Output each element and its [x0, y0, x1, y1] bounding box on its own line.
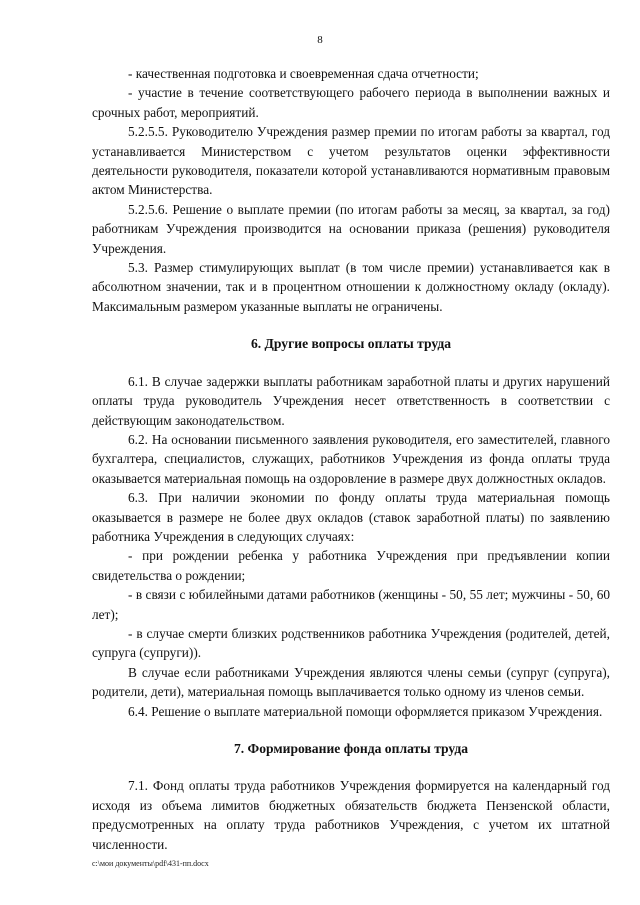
section-heading: 7. Формирование фонда оплаты труда	[233, 741, 469, 756]
paragraph: 7.1. Фонд оплаты труда работников Учреждения формируется на календарный год исходя из объема лимитов бюджетных обязательств бюджета Пензенской области, предусмотренных на оплату труда работников Учреждения, с учетом их штатной численности.	[92, 778, 610, 852]
paragraph: В случае если работниками Учреждения являются члены семьи (супруг (супруга), родители, дети), материальная помощь выплачивается только одному из членов семьи.	[92, 664, 610, 700]
paragraph: 5.2.5.5. Руководителю Учреждения размер премии по итогам работы за квартал, год устанавливается Министерством с учетом результатов оценки эффективности деятельности руководителя, показатели которой устанавливаются нормативным правовым актом Министерства.	[92, 124, 610, 198]
footer-file-path: c:\мои документы\pdf\431-пп.docx	[92, 859, 209, 868]
list-item: - при рождении ребенка у работника Учреждения при предъявлении копии свидетельства о рождении;	[92, 548, 610, 583]
paragraph: 5.3. Размер стимулирующих выплат (в том числе премии) устанавливается как в абсолютном значении, так и в процентном отношении к должностному окладу (окладу). Максимальным размером указанные выплаты не ограничены.	[92, 260, 610, 314]
section-heading: 6. Другие вопросы оплаты труда	[250, 336, 452, 352]
paragraph: 6.2. На основании письменного заявления руководителя, его заместителей, главного бухгалтера, специалистов, служащих, работников Учреждения из фонда оплаты труда оказывается материальная помощь на оздоровление в размере двух должностных окладов.	[92, 431, 610, 486]
paragraph: 5.2.5.6. Решение о выплате премии (по итогам работы за месяц, за квартал, за год) работникам Учреждения производится на основании приказа (решения) руководителя Учреждения.	[92, 201, 610, 256]
paragraph: 6.1. В случае задержки выплаты работникам заработной платы и других нарушений оплаты труда руководитель Учреждения несет ответственность в соответствии с действующим законодательством.	[92, 373, 610, 428]
paragraph: 6.4. Решение о выплате материальной помощи оформляется приказом Учреждения.	[128, 703, 603, 719]
paragraph: - участие в течение соответствующего рабочего периода в выполнении важных и срочных работ, мероприятий.	[92, 85, 610, 120]
page-number: 8	[317, 34, 323, 46]
list-item: - в связи с юбилейными датами работников (женщины - 50, 55 лет; мужчины - 50, 60 лет);	[92, 587, 610, 622]
list-item: - в случае смерти близких родственников работника Учреждения (родителей, детей, супруга (супруги)).	[92, 625, 610, 661]
paragraph: - качественная подготовка и своевременная сдача отчетности;	[128, 66, 479, 81]
paragraph: 6.3. При наличии экономии по фонду оплаты труда материальная помощь оказывается в размере не более двух окладов (ставок заработной платы) по заявлению работника Учреждения в следующих случаях:	[92, 490, 610, 544]
document-body	[92, 64, 610, 854]
